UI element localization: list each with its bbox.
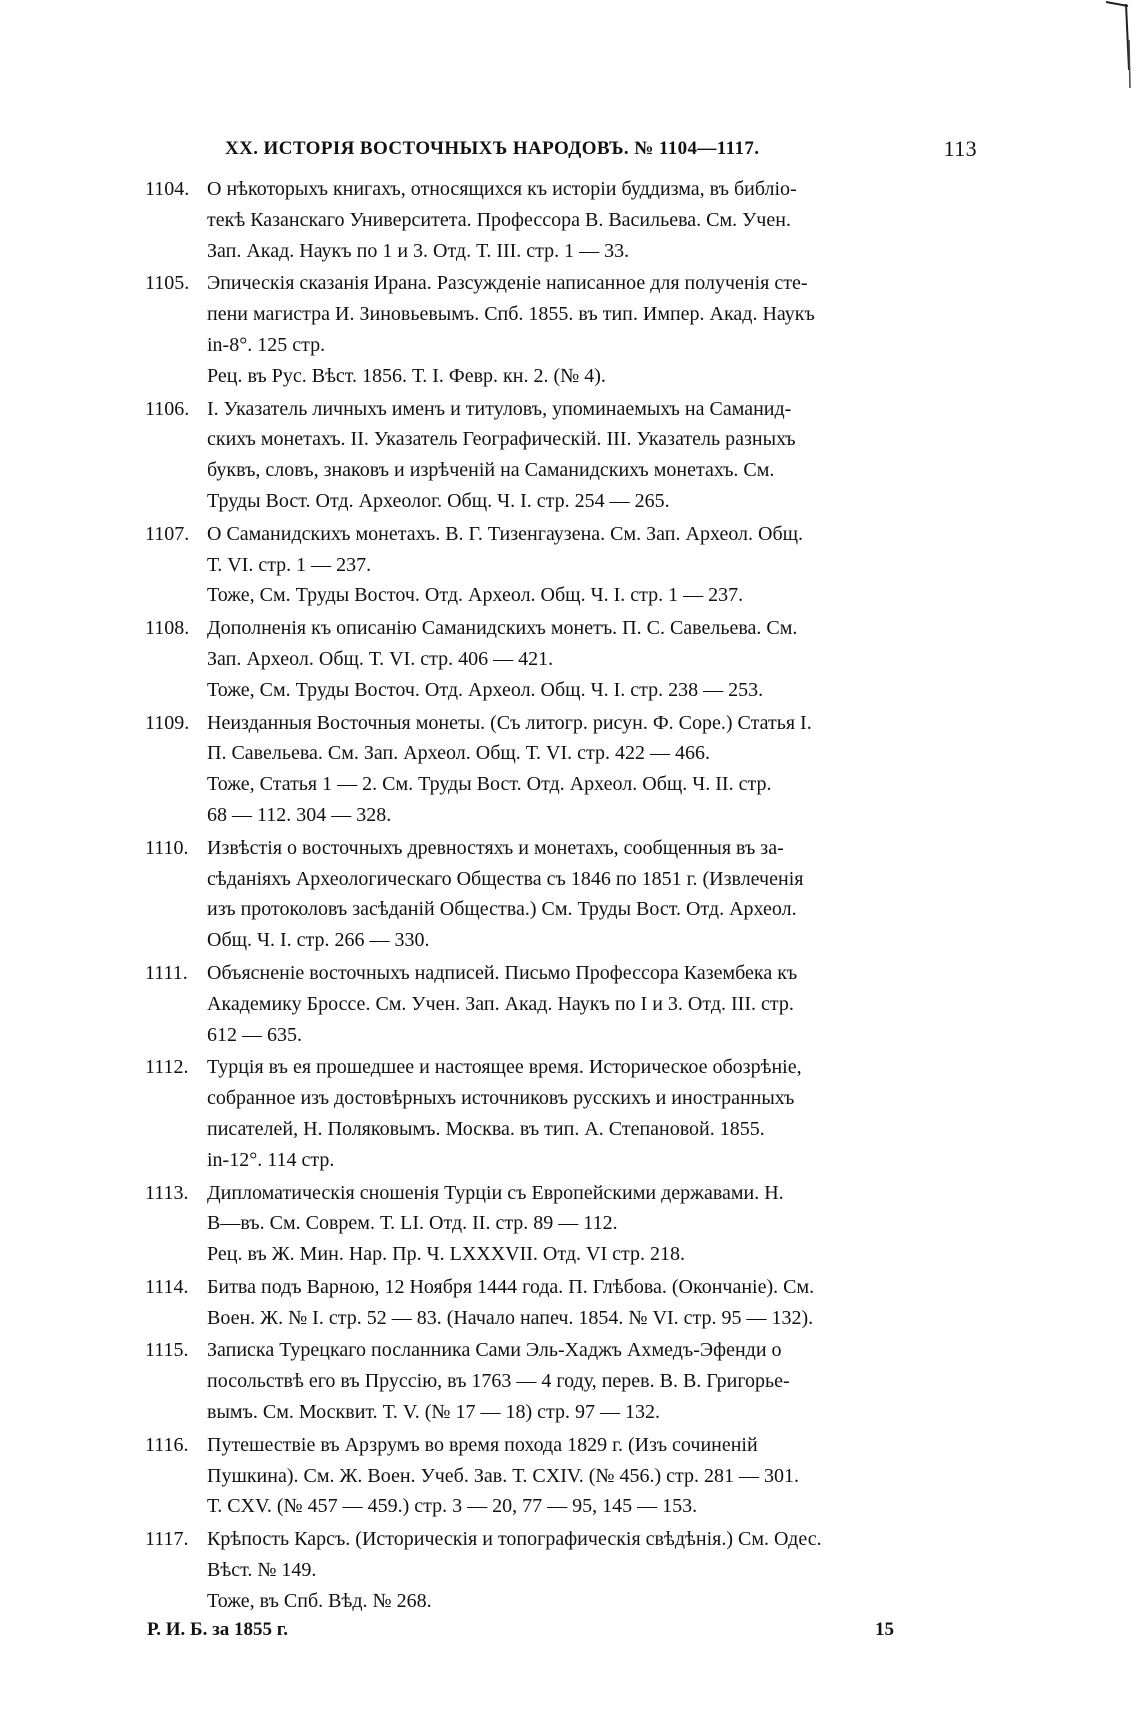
entry-number: 1107. (145, 522, 190, 545)
page-edge-mark (1102, 0, 1132, 90)
page-number: 113 (943, 136, 977, 161)
entry-subnote-line: Рец. въ Рус. Вѣст. 1856. Т. I. Февр. кн. 2. (№ 4). (207, 364, 606, 387)
bibliography-entry (145, 1272, 977, 1334)
entry-number: 1115. (145, 1339, 189, 1362)
entry-subnote-line: Тоже, Статья 1 — 2. См. Труды Вост. Отд. Археол. Общ. Ч. II. стр. (207, 773, 772, 796)
entry-number: 1116. (145, 1433, 189, 1456)
entry-text-line: О нѣкоторыхъ книгахъ, относящихся къ исторіи буддизма, въ библіо- (207, 178, 797, 200)
entry-text-line: Т. CXV. (№ 457 — 459.) стр. 3 — 20, 77 — 95, 145 — 153. (207, 1495, 698, 1518)
entry-text-line: скихъ монетахъ. II. Указатель Географическій. III. Указатель разныхъ (207, 428, 796, 451)
entry-number: 1104. (145, 178, 190, 200)
entry-text-line: Воен. Ж. № I. стр. 52 — 83. (Начало напеч. 1854. № VI. стр. 95 — 132). (207, 1306, 814, 1329)
entry-number: 1111. (145, 961, 188, 984)
bibliography-entry (145, 958, 977, 1050)
bibliography-entry (145, 1052, 977, 1175)
entry-subnote-line: Тоже, См. Труды Восточ. Отд. Археол. Общ. Ч. I. стр. 1 — 237. (207, 584, 744, 607)
entry-text-line: Путешествіе въ Арзрумъ во время похода 1829 г. (Изъ сочиненій (207, 1433, 758, 1456)
entry-text-line: Дополненія къ описанію Саманидскихъ монетъ. П. С. Савельева. См. (207, 617, 798, 640)
entry-text-line: Общ. Ч. I. стр. 266 — 330. (207, 929, 430, 952)
entry-text-line: собранное изъ достовѣрныхъ источниковъ русскихъ и иностранныхъ (207, 1087, 795, 1110)
bibliography-entry (145, 613, 977, 705)
entry-number: 1108. (145, 617, 190, 640)
entry-number: 1106. (145, 397, 190, 420)
entry-text-line: Вѣст. № 149. (207, 1559, 317, 1582)
signature-mark: Р. И. Б. за 1855 г. (147, 1618, 288, 1640)
entry-text-line: О Саманидскихъ монетахъ. В. Г. Тизенгаузена. См. Зап. Археол. Общ. (207, 522, 804, 545)
entry-text-line: изъ протоколовъ засѣданій Общества.) См. Труды Вост. Отд. Археол. (207, 898, 797, 921)
entry-number: 1117. (145, 1528, 189, 1551)
entry-text-line: 612 — 635. (207, 1023, 302, 1046)
page-footer (147, 1618, 977, 1651)
entry-text-line: Извѣстія о восточныхъ древностяхъ и монетахъ, сообщенныя въ за- (207, 836, 784, 859)
bibliography-entry (145, 519, 977, 611)
entry-number: 1105. (145, 272, 190, 295)
bibliography-entry (145, 174, 977, 266)
entry-subnote-line: Рец. въ Ж. Мин. Нар. Пр. Ч. LXXXVII. Отд. VI стр. 218. (207, 1243, 685, 1266)
entry-text-line: Записка Турецкаго посланника Сами Эль-Хаджъ Ахмедъ-Эфенди о (207, 1339, 782, 1362)
entry-text-line: В—въ. См. Соврем. Т. LI. Отд. II. стр. 89 — 112. (207, 1212, 618, 1235)
entry-text-line: пени магистра И. Зиновьевымъ. Спб. 1855. въ тип. Импер. Акад. Наукъ (207, 303, 815, 326)
entry-text-line: in-8°. 125 стр. (207, 333, 326, 356)
entry-number: 1109. (145, 711, 190, 734)
entry-text-line: Зап. Акад. Наукъ по 1 и 3. Отд. Т. III. стр. 1 — 33. (207, 239, 630, 262)
entry-number: 1113. (145, 1181, 189, 1204)
bibliography-entry (145, 708, 977, 831)
bibliography-entry (145, 833, 977, 956)
entry-text-line: I. Указатель личныхъ именъ и титуловъ, упоминаемыхъ на Саманид- (207, 397, 792, 420)
entry-text-line: посольствѣ его въ Пруссію, въ 1763 — 4 году, перев. В. В. Григорье- (207, 1370, 790, 1393)
entry-number: 1114. (145, 1275, 189, 1298)
entry-text-line: буквъ, словъ, знаковъ и изрѣченій на Саманидскихъ монетахъ. См. (207, 459, 775, 482)
bibliography-entry (145, 1178, 977, 1270)
entry-text-line: Труды Вост. Отд. Археолог. Общ. Ч. I. стр. 254 — 265. (207, 489, 670, 512)
entry-text-line: вымъ. См. Москвит. Т. V. (№ 17 — 18) стр. 97 — 132. (207, 1401, 660, 1424)
bibliography-entry (145, 394, 977, 517)
entry-text-line: Зап. Археол. Общ. Т. VI. стр. 406 — 421. (207, 647, 554, 670)
entry-text-line: Неизданныя Восточныя монеты. (Съ литогр. рисун. Ф. Соре.) Статья I. (207, 711, 812, 734)
bibliography-entry (145, 1524, 977, 1616)
header-title: XX. ИСТОРІЯ ВОСТОЧНЫХЪ НАРОДОВЪ. № 1104—1117. (225, 138, 760, 159)
entry-subnote-line: Тоже, См. Труды Восточ. Отд. Археол. Общ. Ч. I. стр. 238 — 253. (207, 678, 764, 701)
entry-text-line: Битва подъ Варною, 12 Ноября 1444 года. П. Глѣбова. (Окончаніе). См. (207, 1275, 815, 1298)
running-header (207, 130, 977, 174)
entry-text-line: П. Савельева. См. Зап. Археол. Общ. Т. VI. стр. 422 — 466. (207, 742, 710, 765)
entry-text-line: Академику Броссе. См. Учен. Зап. Акад. Наукъ по I и 3. Отд. III. стр. (207, 992, 794, 1015)
sheet-number: 15 (875, 1618, 894, 1640)
entry-text-line: Пушкина). См. Ж. Воен. Учеб. Зав. Т. CXIV. (№ 456.) стр. 281 — 301. (207, 1464, 799, 1487)
entry-text-line: сѣданіяхъ Археологическаго Общества съ 1846 по 1851 г. (Извлеченія (207, 867, 804, 890)
bibliography-list (145, 174, 977, 1617)
entry-text-line: Объясненіе восточныхъ надписей. Письмо Профессора Казембека къ (207, 961, 798, 984)
entry-text-line: in-12°. 114 стр. (207, 1148, 335, 1171)
entry-text-line: писателей, Н. Поляковымъ. Москва. въ тип. А. Степановой. 1855. (207, 1117, 765, 1140)
bibliography-entry (145, 1430, 977, 1522)
entry-number: 1112. (145, 1056, 189, 1079)
entry-text-line: Т. VI. стр. 1 — 237. (207, 553, 372, 576)
entry-text-line: Турція въ ея прошедшее и настоящее время. Историческое обозрѣніе, (207, 1056, 802, 1079)
entry-subnote-line: 68 — 112. 304 — 328. (207, 803, 392, 826)
entry-text-line: Эпическія сказанія Ирана. Разсужденіе написанное для полученія сте- (207, 272, 808, 295)
entry-text-line: текѣ Казанскаго Университета. Профессора В. Васильева. См. Учен. (207, 208, 791, 231)
document-page (145, 130, 977, 1651)
entry-text-line: Крѣпость Карсъ. (Историческія и топографическія свѣдѣнія.) См. Одес. (207, 1528, 822, 1551)
entry-number: 1110. (145, 836, 189, 859)
entry-text-line: Дипломатическія сношенія Турціи съ Европейскими державами. Н. (207, 1181, 784, 1204)
bibliography-entry (145, 1335, 977, 1427)
entry-subnote-line: Тоже, въ Спб. Вѣд. № 268. (207, 1589, 432, 1612)
bibliography-entry (145, 268, 977, 391)
